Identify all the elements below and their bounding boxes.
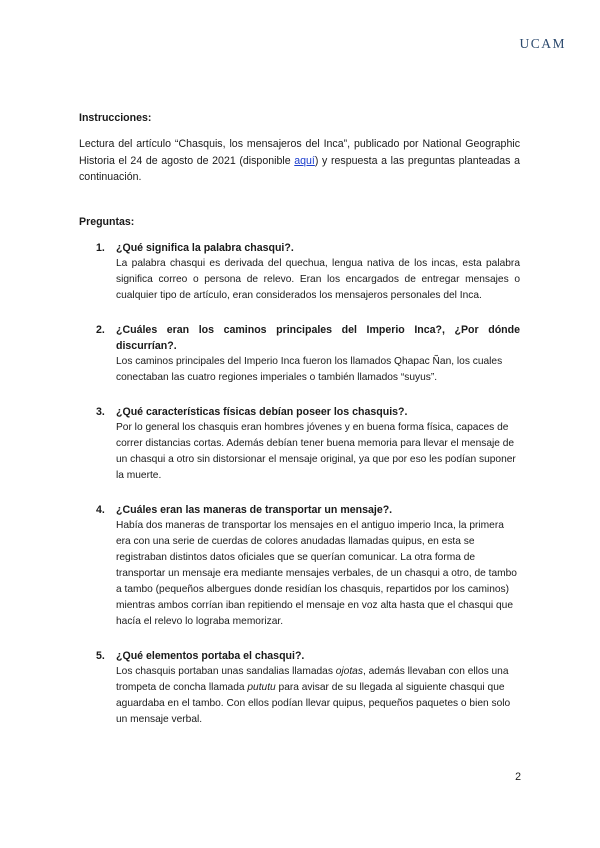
instructions-heading: Instrucciones:: [79, 112, 152, 124]
question-title: ¿Cuáles eran las maneras de transportar un mensaje?.: [116, 504, 393, 516]
question-item: [79, 240, 520, 304]
question-answer: Los caminos principales del Imperio Inca fueron los llamados Qhapac Ñan, los cuales conectaban las cuatro regiones imperiales o también llamados “suyus”.: [116, 356, 503, 383]
answer-text: , además llevaban con ellos una trompeta de concha llamada: [116, 666, 509, 693]
question-item: [79, 322, 520, 386]
question-number: 2.: [96, 324, 105, 336]
page-number: 2: [515, 771, 521, 783]
instructions-text-end: ) y respuesta a las preguntas planteadas a continuación.: [79, 154, 520, 183]
question-number: 4.: [96, 504, 105, 516]
question-number: 1.: [96, 242, 105, 254]
instructions-text-start: Lectura del artículo “Chasquis, los mensajeros del Inca”, publicado por National Geographic Historia el 24 de agosto de 2021 (disponible: [79, 138, 520, 167]
instructions-text: [79, 136, 520, 186]
answer-italic-term: ojotas: [335, 666, 363, 677]
question-title: ¿Qué significa la palabra chasqui?.: [116, 242, 294, 254]
question-title: ¿Qué elementos portaba el chasqui?.: [116, 650, 305, 662]
question-answer: [116, 664, 520, 728]
question-answer: Había dos maneras de transportar los mensajes en el antiguo imperio Inca, la primera era con una serie de cuerdas de colores anudadas llamadas quipus, en esta se registraban distintos datos oficiales que se querían comunicar. La otra forma de transportar un mensaje era mediante mensajes verbales, de un chasqui a otro, de tambo a tambo (pequeños albergues donde residían los chasquis, repartidos por los caminos) mientras ambos corrían iban repitiendo el mensaje en voz alta hasta que el chasqui que hacía el relevo lo lograba memorizar.: [116, 520, 517, 627]
question-answer: La palabra chasqui es derivada del quechua, lengua nativa de los incas, esta palabra significa correo o persona de relevo. Eran los encargados de entregar mensajes o cualquier tipo de artículo, eran considerados los mensajeros personales del Inca.: [116, 258, 520, 301]
answer-italic-term: pututu: [247, 682, 276, 693]
question-number: 5.: [96, 650, 105, 662]
question-title: ¿Qué características físicas debían poseer los chasquis?.: [116, 406, 408, 418]
article-link[interactable]: aquí: [294, 154, 315, 167]
question-answer: Por lo general los chasquis eran hombres jóvenes y en buena forma física, capaces de correr distancias cortas. Además debían tener buena memoria para llevar el mensaje de un chasqui a otro sin distorsionar el mensaje original, ya que por eso les podían suponer la muerte.: [116, 422, 516, 481]
answer-text: Los chasquis portaban unas sandalias llamadas: [116, 666, 336, 677]
questions-heading: Preguntas:: [79, 216, 135, 228]
question-item: [79, 648, 520, 728]
question-item: [79, 404, 520, 484]
answer-text: para avisar de su llegada al siguiente chasqui que aguardaba en el tambo. Con ellos podían llevar quipus, pequeños paquetes o bien solo un mensaje verbal.: [116, 682, 511, 725]
question-title: ¿Cuáles eran los caminos principales del Imperio Inca?, ¿Por dónde discurrían?.: [116, 324, 520, 352]
question-item: [79, 502, 520, 630]
ucam-logo: UCAM: [519, 36, 566, 51]
question-number: 3.: [96, 406, 105, 418]
questions-list: [79, 240, 520, 746]
